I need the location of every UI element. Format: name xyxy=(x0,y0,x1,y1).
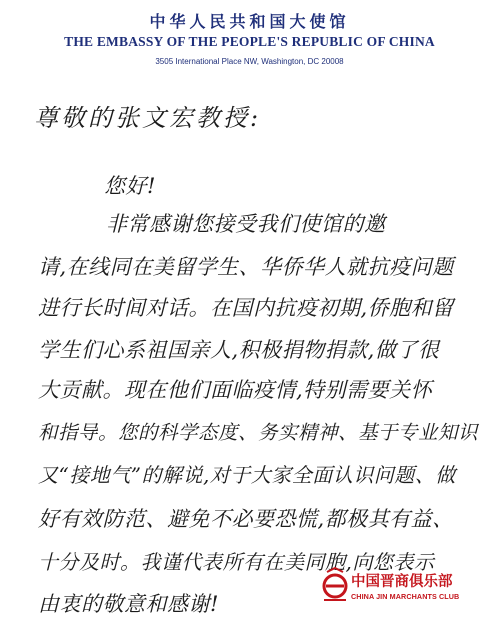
embassy-english-name: THE EMBASSY OF THE PEOPLE'S REPUBLIC OF CHINA xyxy=(64,34,435,49)
letter-line: 由衷的敬意和感谢! xyxy=(38,592,219,616)
embassy-address: 3505 International Place NW, Washington, DC 20008 xyxy=(155,57,344,66)
letter-line: 又“接地气”的解说,对于大家全面认识问题、做 xyxy=(38,463,456,487)
letter-line: 好有效防范、避免不必要恐慌,都极其有益、 xyxy=(38,507,454,531)
letter-line: 学生们心系祖国亲人,积极捐物捐款,做了很 xyxy=(38,338,440,362)
club-watermark xyxy=(321,564,491,610)
letter-line: 大贡献。现在他们面临疫情,特别需要关怀 xyxy=(38,378,433,402)
letter-line: 十分及时。我谨代表所有在美同胞,向您表示 xyxy=(38,550,435,574)
letter-greeting: 您好! xyxy=(104,174,156,198)
club-name-english: CHINA JIN MARCHANTS CLUB xyxy=(351,592,460,601)
letter-line: 非常感谢您接受我们使馆的邀 xyxy=(106,212,386,236)
e-logo-icon xyxy=(321,566,349,602)
embassy-chinese-name: 中华人民共和国大使馆 xyxy=(149,12,350,31)
letter-line: 和指导。您的科学态度、务实精神、基于专业知识 xyxy=(38,421,479,444)
letter-line: 进行长时间对话。在国内抗疫初期,侨胞和留 xyxy=(38,296,454,320)
club-name-chinese: 中国晋商俱乐部 xyxy=(351,574,453,590)
letter-line: 请,在线同在美留学生、华侨华人就抗疫问题 xyxy=(38,255,454,279)
letter-salutation: 尊敬的张文宏教授: xyxy=(34,104,262,132)
